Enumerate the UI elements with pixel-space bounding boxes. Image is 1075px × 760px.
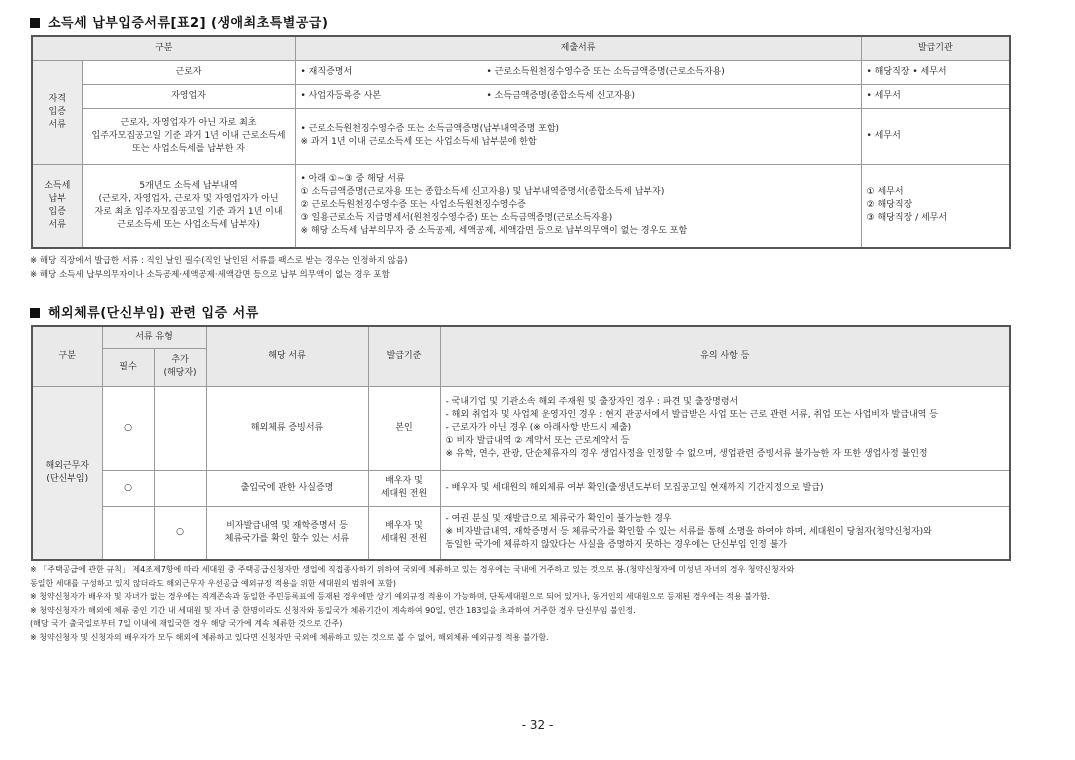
row-notes: - 국내기업 및 기관소속 해외 주재원 및 출장자인 경우 : 파견 및 출장명령서 - 해외 취업자 및 사업체 운영자인 경우 : 현지 관공서에서 발급받은 사업 또는 근로 관련 서류, 취업 또는 사업비자 발급내역 등 - 근로자가 아닌 경우 (※ 아래사항 반드시 제출) ① 비자 발급내역 ② 계약서 또는 근로계약서 등 ※ 유학, 연수, 관광, 단순체류자의 경우 생업사정을 인정할 수 없으며, 생업관련 증빙서류 불가능한 자 또한 생업사정 불인정 [440, 386, 1010, 470]
row-type: 자영업자 [82, 84, 295, 108]
issue-basis: 배우자 및 세대원 전원 [368, 506, 440, 560]
header-category: 구분 [32, 36, 295, 60]
row-docs: • 사업자등록증 사본 • 소득금액증명(종합소득세 신고자용) [295, 84, 861, 108]
required-mark: ○ [102, 470, 154, 506]
row-issuer: • 해당직장 • 세무서 [861, 60, 1010, 84]
row-issuer: • 세무서 [861, 84, 1010, 108]
note-line: ※ 청약신청자가 배우자 및 자녀가 없는 경우에는 직계존속과 동일한 주민등록표에 등재된 경우에만 상기 예외규정 적용이 가능하며, 단독세대원으로 되어 있거나, 동거인의 세대원으로 등재된 경우에는 적용 불가함. [30, 592, 770, 601]
header-required: 필수 [102, 348, 154, 386]
row-notes: - 여권 분실 및 재발급으로 체류국가 확인이 불가능한 경우 ※ 비자발급내역, 재학증명서 등 체류국가를 확인할 수 있는 서류를 통해 소명을 하여야 하며, 세대원이 당첨자(청약신청자)와 동일한 국가에 체류하지 않았다는 사실을 증명하지 못하는 경우에는 단신부임 인정 불가 [440, 506, 1010, 560]
group-label-overseas: 해외근무자 (단신부임) [32, 386, 102, 560]
additional-mark [154, 386, 206, 470]
issue-basis: 배우자 및 세대원 전원 [368, 470, 440, 506]
group-label-tax-payment: 소득세 납부 입증 서류 [32, 164, 82, 248]
row-type: 근로자 [82, 60, 295, 84]
additional-mark [154, 470, 206, 506]
issue-basis: 본인 [368, 386, 440, 470]
header-doc: 해당 서류 [206, 326, 368, 386]
row-docs: • 재직증명서 • 근로소득원천징수영수증 또는 소득금액증명(근로소득자용) [295, 60, 861, 84]
required-mark [102, 506, 154, 560]
additional-mark: ○ [154, 506, 206, 560]
header-issuer: 발급기관 [861, 36, 1010, 60]
header-category: 구분 [32, 326, 102, 386]
note-line: ※ 청약신청자가 해외에 체류 중인 기간 내 세대원 및 자녀 중 한명이라도 신청자와 동일국가 체류기간이 계속하여 90일, 연간 183일을 초과하여 거주한 경우 단신부임 불인정. [30, 605, 636, 615]
row-issuer: ① 세무서 ② 해당직장 ③ 해당직장 / 세무서 [861, 164, 1010, 248]
row-issuer: • 세무서 [861, 108, 1010, 164]
page-number: - 32 - [521, 718, 554, 732]
group-label-qualification: 자격 입증 서류 [32, 60, 82, 164]
section1-notes [30, 255, 407, 282]
note-line: 동일한 세대를 구성하고 있지 않더라도 해외근무자 우선공급 예외규정 적용을 위한 세대원의 범위에 포함) [30, 578, 396, 588]
header-issue-basis: 발급기준 [368, 326, 440, 386]
square-bullet-icon [30, 18, 40, 28]
header-docs: 제출서류 [295, 36, 861, 60]
doc-name: 해외체류 증빙서류 [206, 386, 368, 470]
row-docs: • 근로소득원천징수영수증 또는 소득금액증명(납부내역증명 포함) ※ 과거 1년 이내 근로소득세 또는 사업소득세 납부분에 한함 [295, 108, 861, 164]
note-line: (해당 국가 출국일로부터 7일 이내에 재입국한 경우 해당 국가에 계속 체류한 것으로 간주) [30, 619, 343, 628]
note-line: ※ 청약신청자 및 신청자의 배우자가 모두 해외에 체류하고 있다면 신청자만 국외에 체류하고 있는 것으로 볼 수 없어, 해외체류 예외규정 적용 불가함. [30, 632, 549, 642]
row-docs: • 아래 ①~③ 중 해당 서류 ① 소득금액증명(근로자용 또는 종합소득세 신고자용) 및 납부내역증명서(종합소득세 납부자) ② 근로소득원천징수영수증 또는 사업소득원천징수영수증 ③ 일용근로소득 지급명세서(원천징수영수증) 또는 소득금액증명(근로소득자용) ※ 해당 소득세 납부의무자 중 소득공제, 세액공제, 세액감면 등으로 납부의무액이 없는 경우도 포함 [295, 164, 861, 248]
section1-title: 소득세 납부입증서류[표2] (생애최초특별공급) [30, 12, 328, 31]
square-bullet-icon [30, 308, 40, 318]
note-line: ※ 「주택공급에 관한 규칙」 제4조제7항에 따라 세대원 중 주택공급신청자만 생업에 직접종사하기 위하여 국외에 체류하고 있는 경우에는 국내에 거주하고 있는 것으로 봄.(청약신청자에 미성년 자녀의 경우 청약신청자와 [30, 565, 795, 574]
header-notes: 유의 사항 등 [440, 326, 1010, 386]
section2-title: 해외체류(단신부임) 관련 입증 서류 [30, 302, 259, 321]
tax-proof-table [31, 35, 1011, 249]
overseas-proof-table [31, 325, 1011, 561]
required-mark: ○ [102, 386, 154, 470]
header-doc-type: 서류 유형 [102, 326, 206, 348]
row-type: 근로자, 자영업자가 아닌 자로 최초 입주자모집공고일 기준 과거 1년 이내 근로소득세 또는 사업소득세를 납부한 자 [82, 108, 295, 164]
section2-notes [30, 563, 794, 644]
doc-name: 비자발급내역 및 재학증명서 등 체류국가를 확인 할수 있는 서류 [206, 506, 368, 560]
doc-name: 출입국에 관한 사실증명 [206, 470, 368, 506]
header-additional: 추가 (해당자) [154, 348, 206, 386]
note-line: ※ 해당 소득세 납부의무자이나 소득공제·세액공제·세액감면 등으로 납부 의무액이 없는 경우 포함 [30, 269, 390, 280]
row-notes: - 배우자 및 세대원의 해외체류 여부 확인(출생년도부터 모집공고일 현재까지 기간지정으로 발급) [440, 470, 1010, 506]
note-line: ※ 해당 직장에서 발급한 서류 : 직인 날인 필수(직인 날인된 서류를 팩스로 받는 경우는 인정하지 않음) [30, 256, 408, 266]
row-type: 5개년도 소득세 납부내역 (근로자, 자영업자, 근로자 및 자영업자가 아닌 자로 최초 입주자모집공고일 기준 과거 1년 이내 근로소득세 또는 사업소득세 납부자) [82, 164, 295, 248]
